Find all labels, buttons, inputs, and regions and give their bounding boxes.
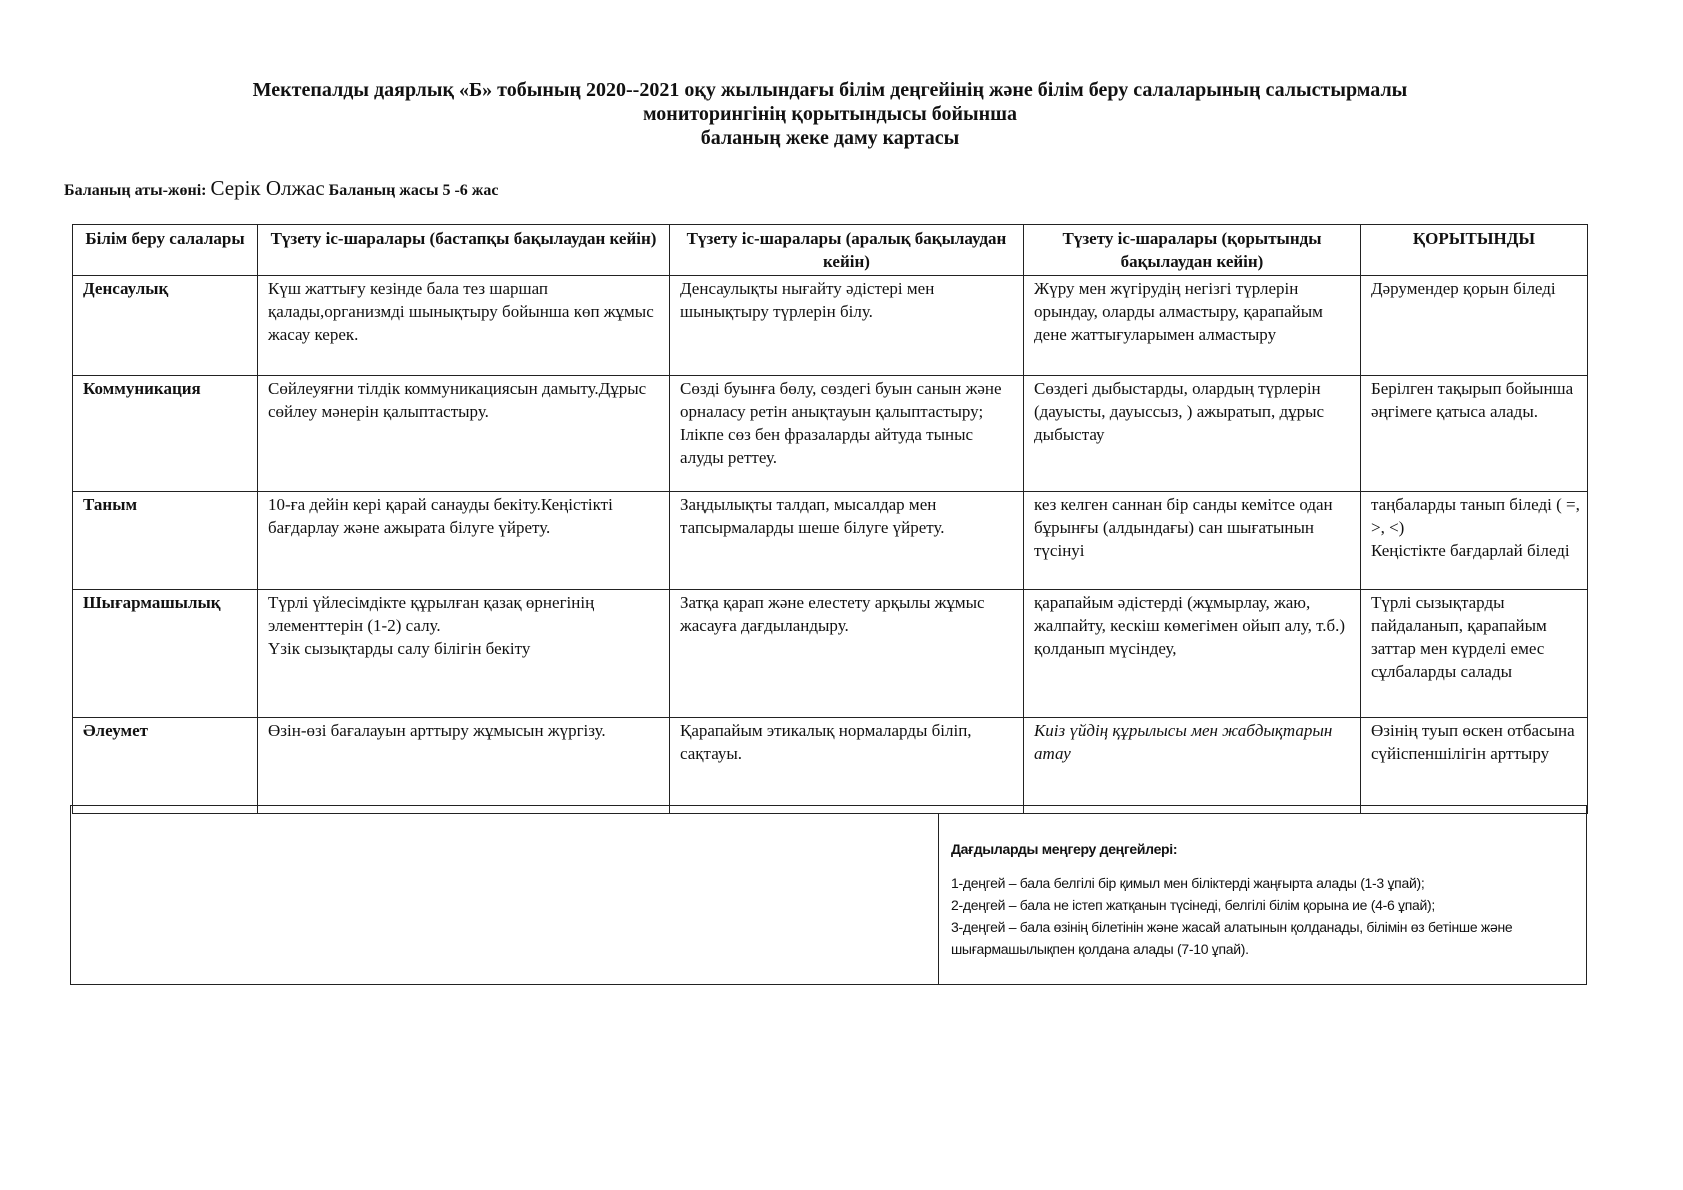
title-line-1: Мектепалды даярлық «Б» тобының 2020--2021 оқу жылындағы білім деңгейінің және білім беру салаларының салыстырмалы bbox=[252, 79, 1408, 101]
final-cell: қарапайым әдістерді (жұмырлау, жаю, жалпайту, кескіш көмегімен ойып алу, т.б.) қолданып мүсіндеу, bbox=[1024, 590, 1361, 718]
area-cell: Коммуникация bbox=[73, 376, 258, 492]
title-line-2: мониторингінің қорытындысы бойынша bbox=[642, 103, 1018, 125]
result-cell: Дәрумендер қорын біледі bbox=[1361, 276, 1588, 376]
title-line-3: баланың жеке даму картасы bbox=[700, 127, 960, 149]
level-item-2: 2-деңгей – бала не істеп жатқанын түсінеді, белгілі білім қорына ие (4-6 ұпай); bbox=[951, 897, 1435, 913]
intermediate-cell: Денсаулықты нығайту әдістері мен шынықтыру түрлерін білу. bbox=[670, 276, 1024, 376]
level-item-3: 3-деңгей – бала өзінің білетінін және жасай алатынын қолданады, білімін өз бетінше және шығармашылықпен қолдана алады (7-10 ұпай). bbox=[951, 919, 1513, 957]
initial-cell: Сөйлеуяғни тілдік коммуникациясын дамыту.Дұрыс сөйлеу мәнерін қалыптастыру. bbox=[258, 376, 670, 492]
child-age-label: Баланың жасы 5 -6 жас bbox=[328, 182, 499, 199]
table-row bbox=[73, 492, 1588, 590]
levels-title: Дағдыларды меңгеру деңгейлері: bbox=[951, 841, 1178, 857]
final-cell: Жүру мен жүгірудің негізгі түрлерін орындау, оларды алмастыру, қарапайым дене жаттығуларымен алмастыру bbox=[1024, 276, 1361, 376]
header-final: Түзету іс-шаралары (қорытынды бақылаудан кейін) bbox=[1024, 225, 1361, 276]
intermediate-cell: Затқа қарап және елестету арқылы жұмыс жасауға дағдыландыру. bbox=[670, 590, 1024, 718]
final-cell: кез келген саннан бір санды кемітсе одан бұрынғы (алдындағы) сан шығатынын түсінуі bbox=[1024, 492, 1361, 590]
area-cell: Шығармашылық bbox=[73, 590, 258, 718]
table-row bbox=[73, 276, 1588, 376]
initial-cell: Өзін-өзі бағалауын арттыру жұмысын жүргізу. bbox=[258, 718, 670, 814]
child-name-value: Серік Олжас bbox=[210, 176, 325, 200]
area-cell: Таным bbox=[73, 492, 258, 590]
header-intermediate: Түзету іс-шаралары (аралық бақылаудан кейін) bbox=[670, 225, 1024, 276]
child-name-label: Баланың аты-жөні: bbox=[64, 182, 207, 199]
header-areas: Білім беру салалары bbox=[73, 225, 258, 276]
final-cell: Сөздегі дыбыстарды, олардың түрлерін (дауысты, дауыссыз, ) ажыратып, дұрыс дыбыстау bbox=[1024, 376, 1361, 492]
initial-cell: 10-ға дейін кері қарай санауды бекіту.Кеңістікті бағдарлау және ажырата білуге үйрету. bbox=[258, 492, 670, 590]
initial-cell: Түрлі үйлесімдікте құрылған қазақ өрнегінің элементтерін (1-2) салу. Үзік сызықтарды салу білігін бекіту bbox=[258, 590, 670, 718]
document-title bbox=[110, 78, 1550, 150]
table-row bbox=[73, 376, 1588, 492]
result-cell: Берілген тақырып бойынша әңгімеге қатыса алады. bbox=[1361, 376, 1588, 492]
final-cell: Киіз үйдің құрылысы мен жабдықтарын атау bbox=[1024, 718, 1361, 814]
area-cell: Денсаулық bbox=[73, 276, 258, 376]
result-cell: Өзінің туып өскен отбасына сүйіспеншілігін арттыру bbox=[1361, 718, 1588, 814]
intermediate-cell: Сөзді буынға бөлу, сөздегі буын санын және орналасу ретін анықтауын қалыптастыру; Ілікпе сөз бен фразаларды айтуда тыныс алуды реттеу. bbox=[670, 376, 1024, 492]
initial-cell: Күш жаттығу кезінде бала тез шаршап қалады,организмді шынықтыру бойынша көп жұмыс жасау керек. bbox=[258, 276, 670, 376]
result-cell: Түрлі сызықтарды пайдаланып, қарапайым заттар мен күрделі емес сұлбаларды салады bbox=[1361, 590, 1588, 718]
table-row bbox=[73, 590, 1588, 718]
intermediate-cell: Қарапайым этикалық нормаларды біліп, сақтауы. bbox=[670, 718, 1024, 814]
area-cell: Әлеумет bbox=[73, 718, 258, 814]
skill-levels-legend bbox=[938, 814, 1586, 984]
result-cell: таңбаларды танып біледі ( =, >, <) Кеңістікте бағдарлай біледі bbox=[1361, 492, 1588, 590]
child-info bbox=[64, 176, 499, 201]
intermediate-cell: Заңдылықты талдап, мысалдар мен тапсырмаларды шеше білуге үйрету. bbox=[670, 492, 1024, 590]
header-result: ҚОРЫТЫНДЫ bbox=[1361, 225, 1588, 276]
level-item-1: 1-деңгей – бала белгілі бір қимыл мен біліктерді жаңғырта алады (1-3 ұпай); bbox=[951, 875, 1425, 891]
table-row bbox=[73, 718, 1588, 814]
table-header-row bbox=[73, 225, 1588, 276]
development-card-table bbox=[72, 224, 1588, 814]
header-initial: Түзету іс-шаралары (бастапқы бақылаудан кейін) bbox=[258, 225, 670, 276]
